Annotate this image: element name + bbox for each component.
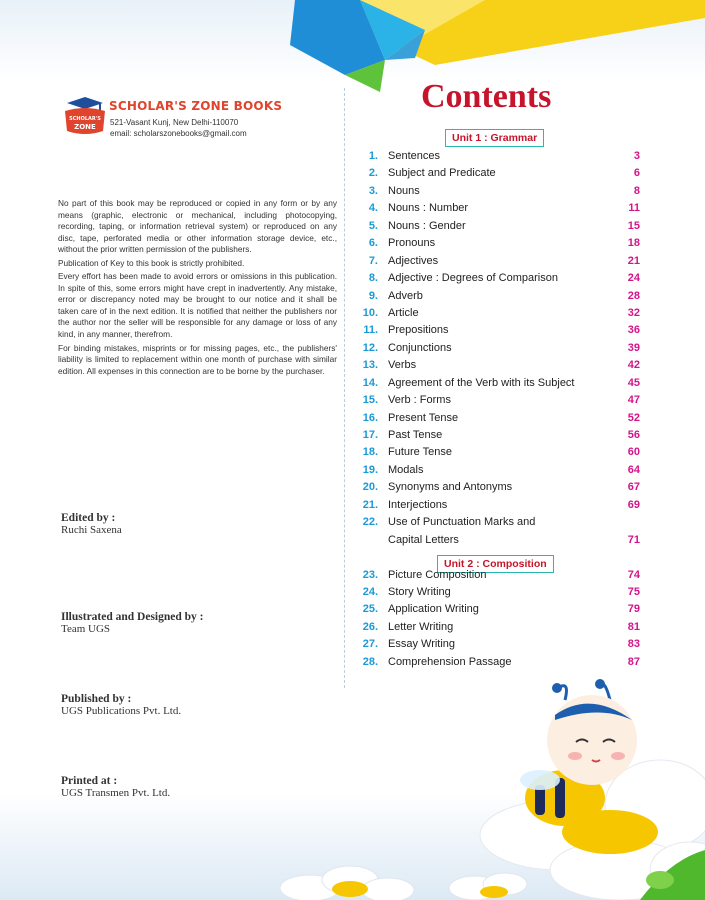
toc-entry-number: 8.	[368, 272, 378, 285]
toc-entry	[355, 497, 640, 514]
toc-entry-page: 39	[627, 341, 640, 354]
toc-entry-page: 21	[627, 254, 640, 267]
toc-entry	[355, 165, 640, 182]
toc-entry-number: 2.	[368, 167, 378, 180]
toc-entry-page: 15	[627, 219, 640, 232]
toc-entry-page: 24	[627, 272, 640, 285]
publisher-credit	[61, 693, 181, 717]
toc-entry-number: 28.	[362, 655, 378, 668]
toc-entry-page: 36	[627, 324, 640, 337]
copyright-notice	[58, 198, 337, 379]
credit-value: Team UGS	[61, 623, 111, 635]
toc-entry-number: 22.	[362, 516, 378, 529]
credit-label: Edited by :	[61, 512, 116, 524]
toc-entry	[355, 427, 640, 444]
svg-text:SCHOLAR'S: SCHOLAR'S	[69, 116, 101, 122]
large-flower-icon	[480, 760, 705, 900]
toc-entry-number: 20.	[362, 481, 378, 494]
toc-entry	[355, 619, 640, 636]
toc-entry-page: 81	[627, 620, 640, 633]
toc-entry	[355, 218, 640, 235]
toc-entry-title: Story Writing	[388, 585, 451, 598]
publisher-email: email: scholarszonebooks@gmail.com	[110, 129, 247, 138]
table-of-contents	[355, 148, 640, 671]
toc-entry	[355, 392, 640, 409]
toc-entry-number: 1.	[368, 150, 378, 162]
toc-entry-title: Interjections	[388, 498, 448, 511]
unit-2-spacer	[355, 549, 640, 566]
toc-entry-title: Past Tense	[388, 429, 443, 441]
toc-entry-title: Synonyms and Antonyms	[388, 481, 513, 494]
editor-credit	[61, 512, 122, 536]
key-prohibition-note: Publication of Key to this book is strictly prohibited.	[58, 257, 245, 268]
toc-entry-number: 14.	[362, 376, 378, 389]
illustrator-credit	[61, 611, 204, 635]
toc-entry	[355, 322, 640, 339]
toc-entry-page: 87	[627, 655, 640, 668]
toc-entry	[355, 410, 640, 427]
toc-entry-page: 3	[633, 150, 640, 162]
toc-entry-page: 8	[633, 184, 640, 197]
toc-entry	[355, 532, 640, 549]
toc-entry-number: 5.	[368, 219, 378, 232]
toc-entry-page: 69	[627, 498, 640, 511]
toc-entry-title: Essay Writing	[388, 638, 456, 651]
toc-entry-title: Nouns : Number	[388, 202, 469, 215]
toc-entry-number: 12.	[362, 341, 378, 354]
flower-icon	[280, 866, 414, 900]
contents-title: Contents	[421, 78, 552, 115]
toc-entry-page: 11	[628, 202, 640, 215]
toc-entry-title: Capital Letters	[388, 533, 459, 546]
toc-entry	[355, 444, 640, 461]
toc-entry-page: 75	[627, 585, 640, 598]
bee-icon	[520, 679, 637, 826]
toc-entry-page: 79	[627, 603, 640, 616]
toc-entry-title: Verbs	[388, 359, 417, 372]
credit-value: UGS Publications Pvt. Ltd.	[61, 705, 182, 717]
toc-entry-page: 6	[633, 167, 640, 180]
toc-entry-number: 13.	[362, 359, 378, 372]
toc-entry	[355, 148, 640, 165]
toc-entry-page: 45	[627, 376, 640, 389]
toc-entry	[355, 375, 640, 392]
publisher-contact	[110, 117, 247, 139]
toc-entry-page: 18	[627, 237, 640, 250]
toc-entry-title: Present Tense	[388, 411, 459, 424]
toc-entry-title: Conjunctions	[388, 341, 452, 354]
column-divider	[344, 88, 345, 688]
toc-entry-page: 74	[627, 568, 640, 581]
credit-label: Printed at :	[61, 775, 118, 787]
toc-entry-title: Future Tense	[388, 446, 453, 459]
errors-disclaimer: Every effort has been made to avoid errors or omissions in this publication. In spite of this, some errors might have crept in inadvertently. Any mistake, error or discrepancy noted may be brought to our notice and it shall be taken care of in the next edition. It is notified that neither the publishers nor the author nor the seller will be responsible for any damage or loss of any kind, in any manner, therefrom.	[58, 271, 337, 340]
toc-entry-title: Sentences	[388, 150, 440, 162]
toc-entry-title: Agreement of the Verb with its Subject	[388, 376, 575, 389]
publisher-logo	[61, 97, 109, 137]
toc-entry-number: 18.	[362, 446, 378, 459]
toc-entry-page: 52	[627, 411, 640, 424]
toc-entry-number: 26.	[362, 620, 378, 633]
toc-entry-number: 6.	[368, 237, 378, 250]
toc-entry	[355, 567, 640, 584]
toc-entry-title: Pronouns	[388, 237, 436, 250]
toc-entry-page: 71	[627, 533, 640, 546]
toc-entry-title: Adjective : Degrees of Comparison	[388, 272, 558, 285]
toc-entry-page: 56	[627, 429, 640, 441]
toc-entry	[355, 654, 640, 671]
publisher-address: 521-Vasant Kunj, New Delhi-110070	[110, 118, 239, 127]
toc-entry-number: 25.	[362, 603, 378, 616]
toc-entry	[355, 235, 640, 252]
toc-entry-title: Nouns	[388, 184, 420, 197]
svg-text:ZONE: ZONE	[74, 123, 96, 131]
printer-credit	[61, 775, 170, 799]
toc-entry	[355, 479, 640, 496]
toc-entry-title: Verb : Forms	[388, 394, 451, 407]
toc-entry	[355, 514, 640, 531]
publisher-name: SCHOLAR'S ZONE BOOKS	[109, 99, 283, 113]
toc-entry-number: 17.	[362, 429, 378, 441]
toc-entry-number: 4.	[368, 202, 378, 215]
toc-entry-title: Article	[388, 306, 419, 319]
toc-entry-page: 60	[627, 446, 640, 459]
toc-entry-title: Application Writing	[388, 603, 479, 616]
toc-entry	[355, 200, 640, 217]
toc-entry-number: 9.	[368, 289, 378, 302]
copyright-paragraph: No part of this book may be reproduced or copied in any form or by any means (graphic, electronic or mechanical, including photocopying, recording, taping, or information retrieval system) or reproduced on any disc, tape, perforated media or other information storage device, etc., without the prior written permission of the publishers.	[58, 198, 337, 255]
credit-value: UGS Transmen Pvt. Ltd.	[61, 787, 171, 799]
toc-entry-number: 7.	[368, 254, 378, 267]
toc-entry-page: 28	[627, 289, 640, 302]
toc-entry-number: 15.	[362, 394, 378, 407]
toc-entry-number: 19.	[362, 463, 378, 476]
toc-entry-title: Adjectives	[388, 254, 439, 267]
toc-entry	[355, 305, 640, 322]
toc-entry-title: Use of Punctuation Marks and	[388, 516, 536, 529]
flower-icon	[449, 873, 527, 900]
credit-value: Ruchi Saxena	[61, 524, 122, 536]
toc-entry-number: 10.	[362, 306, 378, 319]
toc-entry-page: 47	[627, 394, 640, 407]
toc-entry-number: 21.	[362, 498, 378, 511]
toc-entry-number: 27.	[362, 638, 378, 651]
toc-entry-title: Subject and Predicate	[388, 167, 496, 180]
toc-entry	[355, 357, 640, 374]
toc-entry-number: 11.	[363, 324, 378, 337]
toc-entry-title: Picture Composition	[388, 568, 487, 581]
toc-entry-title: Letter Writing	[388, 620, 454, 633]
toc-entry-page: 67	[627, 481, 640, 494]
toc-entry	[355, 288, 640, 305]
toc-entry-number: 23.	[362, 568, 378, 581]
toc-entry-title: Comprehension Passage	[388, 655, 512, 668]
credit-label: Illustrated and Designed by :	[61, 611, 204, 623]
unit-1-heading: Unit 1 : Grammar	[445, 129, 544, 147]
toc-entry	[355, 340, 640, 357]
toc-entry-page: 32	[627, 306, 640, 319]
toc-entry-number: 16.	[362, 411, 378, 424]
toc-entry-page: 83	[627, 638, 640, 651]
toc-entry-title: Nouns : Gender	[388, 219, 466, 232]
toc-entry	[355, 462, 640, 479]
toc-entry-title: Modals	[388, 463, 424, 476]
unit-2-heading: Unit 2 : Composition	[437, 555, 554, 573]
toc-entry-title: Adverb	[388, 289, 423, 302]
toc-entry	[355, 601, 640, 618]
credit-label: Published by :	[61, 693, 132, 705]
toc-entry	[355, 636, 640, 653]
binding-liability-note: For binding mistakes, misprints or for missing pages, etc., the publishers' liability is limited to replacement within one month of purchase with similar edition. All expenses in this connection are to be borne by the purchaser.	[58, 342, 337, 376]
toc-entry-number: 3.	[368, 184, 378, 197]
toc-entry	[355, 270, 640, 287]
toc-entry-page: 42	[627, 359, 640, 372]
toc-entry-number: 24.	[362, 585, 378, 598]
toc-entry	[355, 584, 640, 601]
toc-entry-page: 64	[627, 463, 640, 476]
toc-entry-title: Prepositions	[388, 324, 449, 337]
toc-entry	[355, 183, 640, 200]
toc-entry	[355, 253, 640, 270]
